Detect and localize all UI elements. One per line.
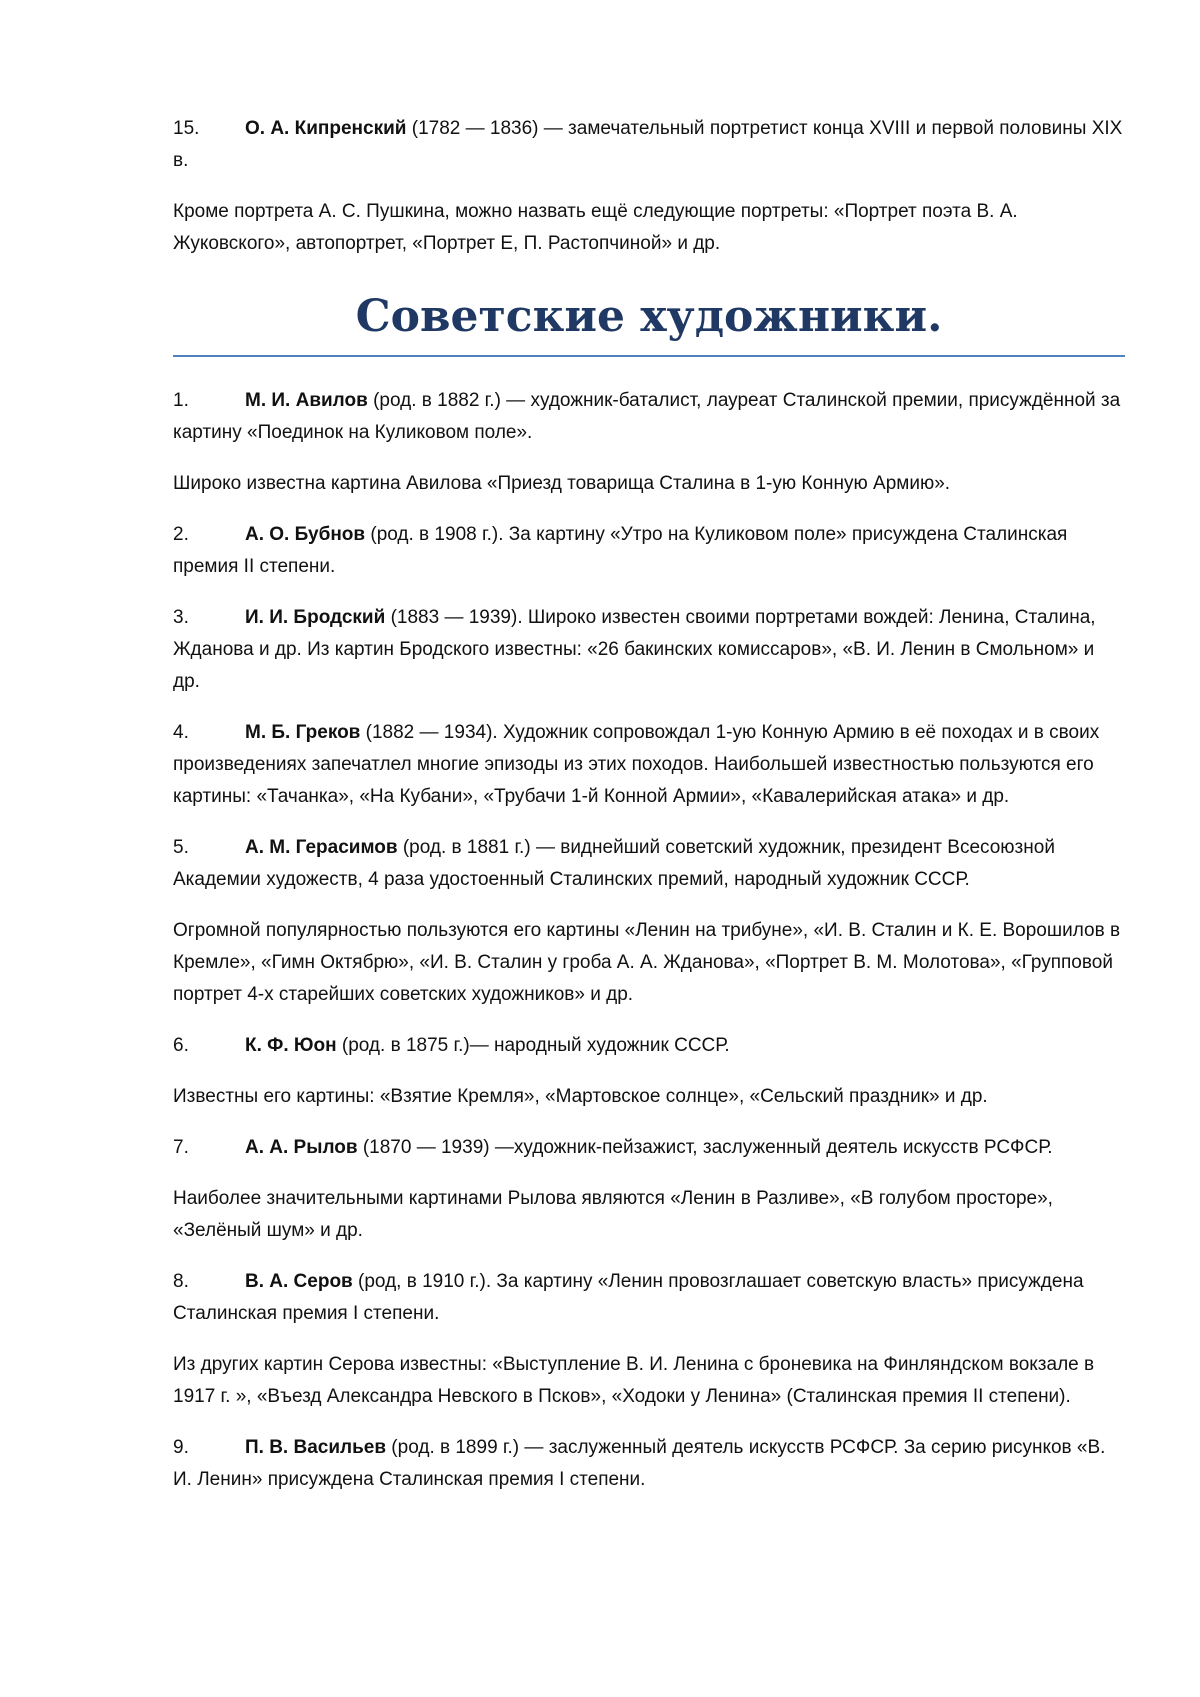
artist-name: К. Ф. Юон [245,1035,337,1056]
list-item [173,1432,1125,1496]
list-item [173,1266,1125,1330]
item-extra-paragraph: Огромной популярностью пользуются его картины «Ленин на трибуне», «И. В. Сталин и К. Е. Ворошилов в Кремле», «Гимн Октябрю», «И. В. Сталин у гроба А. А. Жданова», «Портрет В. М. Молотова», «Групповой портрет 4-х старейших советских художников» и др. [173,920,1121,1005]
item-number: 15. [173,118,200,139]
list-item [173,113,1125,177]
item-number: 4. [173,722,189,743]
artist-name: А. О. Бубнов [245,524,366,545]
list-item [173,1132,1125,1164]
list-item [173,717,1125,813]
item-text: (род. в 1908 г.). За картину «Утро на Куликовом поле» присуждена Сталинская премия II степени. [173,524,1068,577]
list-item [173,602,1125,698]
list-item [173,385,1125,449]
item-text: (род, в 1910 г.). За картину «Ленин провозглашает советскую власть» присуждена Сталинская премия I степени. [173,1271,1084,1324]
item-number: 3. [173,607,189,628]
document-page [173,113,1125,1515]
item-text: (род. в 1882 г.) — художник-баталист, лауреат Сталинской премии, присуждённой за картину «Поединок на Куликовом поле». [173,390,1121,443]
item-number: 7. [173,1137,189,1158]
item-extra-paragraph: Кроме портрета А. С. Пушкина, можно назвать ещё следующие портреты: «Портрет поэта В. А. Жуковского», автопортрет, «Портрет Е, П. Растопчиной» и др. [173,201,1018,254]
item-number: 5. [173,837,189,858]
item-text: (1870 — 1939) —художник-пейзажист, заслуженный деятель искусств РСФСР. [357,1137,1053,1158]
item-number: 8. [173,1271,189,1292]
item-text: (род. в 1899 г.) — заслуженный деятель искусств РСФСР. За серию рисунков «В. И. Ленин» присуждена Сталинская премия I степени. [173,1437,1106,1490]
list-item [173,832,1125,896]
artist-name: О. А. Кипренский [245,118,407,139]
artist-name: И. И. Бродский [245,607,386,628]
item-text: (род. в 1875 г.)— народный художник СССР. [336,1035,730,1056]
item-extra-paragraph: Известны его картины: «Взятие Кремля», «Мартовское солнце», «Сельский праздник» и др. [173,1086,988,1107]
list-item [173,519,1125,583]
item-number: 9. [173,1437,189,1458]
list-item [173,1030,1125,1062]
item-extra-paragraph: Наиболее значительными картинами Рылова являются «Ленин в Разливе», «В голубом просторе», «Зелёный шум» и др. [173,1188,1053,1241]
item-number: 6. [173,1035,189,1056]
artist-name: А. М. Герасимов [245,837,398,858]
item-number: 1. [173,390,189,411]
item-text: (1883 — 1939). Широко известен своими портретами вождей: Ленина, Сталина, Жданова и др. Из картин Бродского известны: «26 бакинских комиссаров», «В. И. Ленин в Смольном» и др. [173,607,1096,692]
section-heading: Советские художники. [173,289,1125,357]
artist-name: М. И. Авилов [245,390,368,411]
item-extra-paragraph: Широко известна картина Авилова «Приезд товарища Сталина в 1-ую Конную Армию». [173,473,951,494]
item-extra-paragraph: Из других картин Серова известны: «Выступление В. И. Ленина с броневика на Финляндском вокзале в 1917 г. », «Въезд Александра Невского в Псков», «Ходоки у Ленина» (Сталинская премия II степени). [173,1354,1095,1407]
item-text: (1782 — 1836) — замечательный портретист конца XVIII и первой половины XIX в. [173,118,1123,171]
artist-list [173,385,1125,1496]
artist-name: В. А. Серов [245,1271,353,1292]
item-text: (род. в 1881 г.) — виднейший советский художник, президент Всесоюзной Академии художеств, 4 раза удостоенный Сталинских премий, народный художник СССР. [173,837,1055,890]
artist-name: П. В. Васильев [245,1437,387,1458]
artist-name: А. А. Рылов [245,1137,358,1158]
item-number: 2. [173,524,189,545]
item-text: (1882 — 1934). Художник сопровождал 1-ую Конную Армию в её походах и в своих произведениях запечатлел многие эпизоды из этих походов. Наибольшей известностью пользуются его картины: «Тачанка», «На Кубани», «Трубачи 1-й Конной Армии», «Кавалерийская атака» и др. [173,722,1100,807]
artist-name: М. Б. Греков [245,722,361,743]
